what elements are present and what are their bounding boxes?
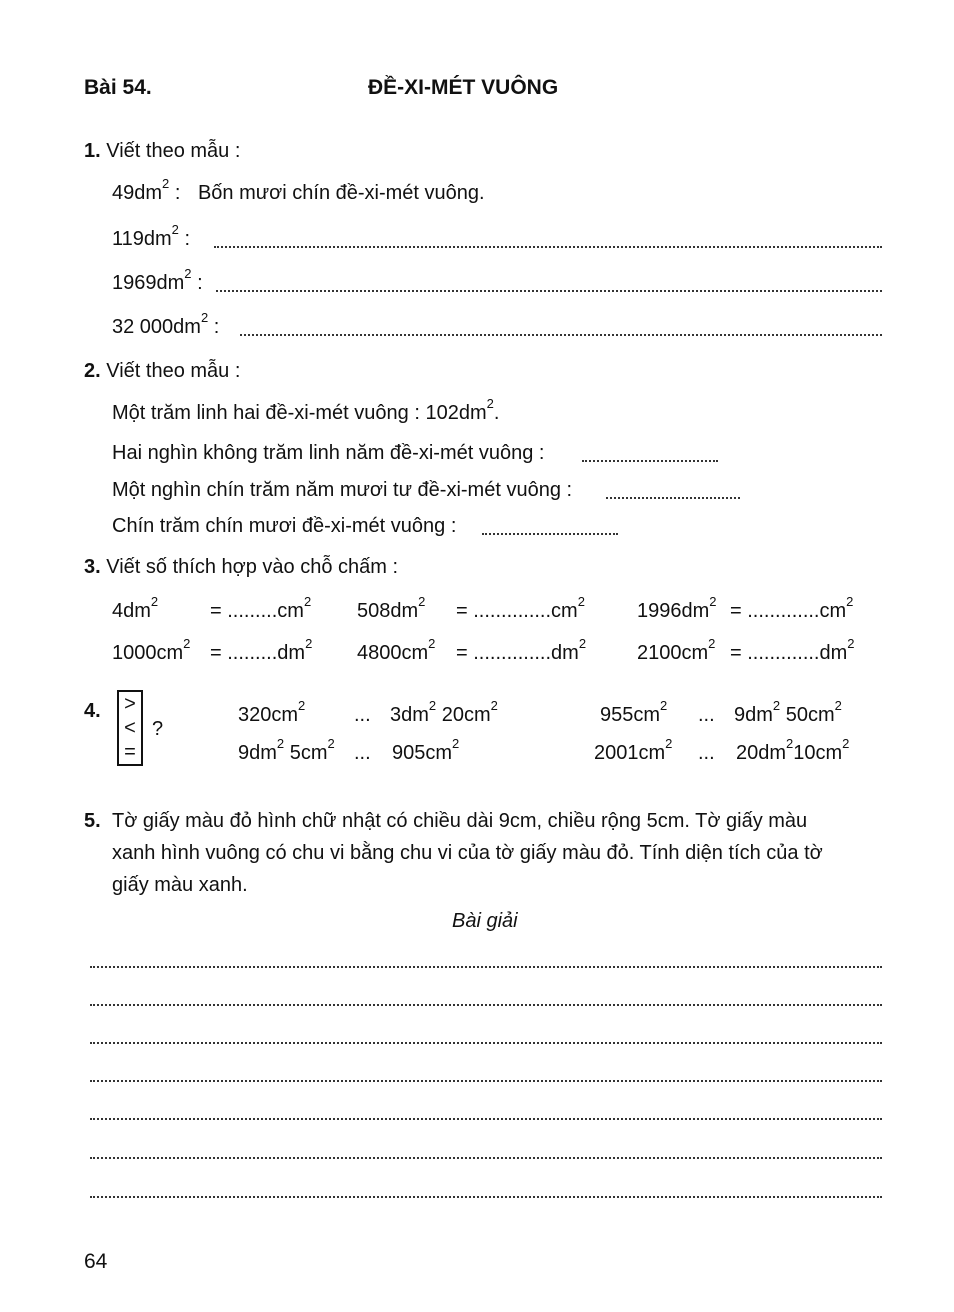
item-separator: : <box>208 316 220 338</box>
solution-line[interactable] <box>90 966 882 968</box>
compare-right: $3dm^2$ $20cm^2$ <box>390 698 498 726</box>
item-separator: : <box>178 228 191 250</box>
exercise-2-item: Một nghìn chín trăm năm mươi tư đề-xi-mét vuông : <box>112 479 573 501</box>
sample-value: 49dm <box>112 182 163 204</box>
conversion-left: $508dm^2$ <box>357 594 426 622</box>
sample-end: . <box>493 402 500 424</box>
conversion-blank[interactable]: = $.........cm^2$ <box>210 594 312 622</box>
exercise-3-heading <box>84 556 398 579</box>
exercise-1-instruction: Viết theo mẫu : <box>106 140 241 162</box>
compare-left: $9dm^2$ $5cm^2$ <box>238 736 335 764</box>
exercise-2-number: 2. <box>84 360 101 382</box>
problem-line: xanh hình vuông có chu vi bằng chu vi của tờ giấy màu đỏ. Tính diện tích của tờ <box>112 842 823 864</box>
answer-line[interactable] <box>482 533 618 535</box>
compare-blank[interactable]: ... <box>354 742 371 764</box>
solution-line[interactable] <box>90 1080 882 1082</box>
item-value: 119dm <box>112 228 172 250</box>
equal-symbol: = <box>124 741 136 763</box>
exercise-2-item: Hai nghìn không trăm linh năm đề-xi-mét vuông : <box>112 442 545 464</box>
exercise-3-instruction: Viết số thích hợp vào chỗ chấm : <box>106 556 399 578</box>
compare-left: $320cm^2$ <box>238 698 306 726</box>
exercise-2-instruction: Viết theo mẫu : <box>106 360 241 382</box>
lesson-title: ĐỀ-XI-MÉT VUÔNG <box>368 76 559 99</box>
compare-right: $9dm^2$ $50cm^2$ <box>734 698 842 726</box>
answer-line[interactable] <box>214 246 882 248</box>
answer-line[interactable] <box>606 497 740 499</box>
exercise-1-item <box>112 266 203 295</box>
conversion-blank[interactable]: = $.........dm^2$ <box>210 636 313 664</box>
item-exponent: 2 <box>184 266 192 281</box>
item-exponent: 2 <box>200 310 209 325</box>
compare-blank[interactable]: ... <box>354 704 371 726</box>
compare-left: $955cm^2$ <box>600 698 668 726</box>
sample-exponent: 2 <box>162 176 170 191</box>
conversion-left: $4dm^2$ <box>112 594 159 622</box>
problem-line: Tờ giấy màu đỏ hình chữ nhật có chiều dài 9cm, chiều rộng 5cm. Tờ giấy màu <box>112 810 808 832</box>
lesson-number: Bài 54. <box>84 76 152 99</box>
compare-blank[interactable]: ... <box>698 704 715 726</box>
item-separator: : <box>191 272 203 294</box>
exercise-1-sample <box>112 176 485 205</box>
item-value: 1969dm <box>112 272 185 294</box>
exercise-1-number: 1. <box>84 140 101 162</box>
solution-label: Bài giải <box>452 910 518 932</box>
answer-line[interactable] <box>582 460 718 462</box>
exercise-5-number: 5. <box>84 810 101 832</box>
conversion-left: $2100cm^2$ <box>637 636 716 664</box>
solution-line[interactable] <box>90 1157 882 1159</box>
sample-separator: : <box>169 182 181 204</box>
conversion-blank[interactable]: = $..............cm^2$ <box>456 594 585 622</box>
item-value: 32 000dm <box>112 316 201 338</box>
conversion-blank[interactable]: = $.............cm^2$ <box>730 594 854 622</box>
page-number: 64 <box>84 1250 108 1273</box>
exercise-1-heading <box>84 140 240 163</box>
sample-text: Một trăm linh hai đề-xi-mét vuông : 102dm <box>112 402 487 424</box>
comparison-symbol-box <box>117 690 143 766</box>
exercise-1-item <box>112 222 191 251</box>
solution-line[interactable] <box>90 1196 882 1198</box>
greater-than-symbol: > <box>124 693 136 715</box>
solution-line[interactable] <box>90 1004 882 1006</box>
conversion-left: $1996dm^2$ <box>637 594 717 622</box>
exercise-3-number: 3. <box>84 556 101 578</box>
exercise-2-heading <box>84 360 240 383</box>
item-exponent: 2 <box>171 222 179 237</box>
compare-right: $905cm^2$ <box>392 736 460 764</box>
conversion-left: $1000cm^2$ <box>112 636 191 664</box>
exercise-2-item: Chín trăm chín mươi đề-xi-mét vuông : <box>112 515 457 537</box>
compare-blank[interactable]: ... <box>698 742 715 764</box>
less-than-symbol: < <box>124 717 136 739</box>
exercise-4-number: 4. <box>84 700 101 722</box>
question-mark: ? <box>152 718 164 740</box>
sample-text: Bốn mươi chín đề-xi-mét vuông. <box>197 182 485 204</box>
compare-right: $20dm^210cm^2$ <box>736 736 850 764</box>
answer-line[interactable] <box>240 334 882 336</box>
problem-line: giấy màu xanh. <box>112 874 248 896</box>
solution-line[interactable] <box>90 1042 882 1044</box>
conversion-blank[interactable]: = $.............dm^2$ <box>730 636 855 664</box>
sample-exponent: 2 <box>486 396 494 411</box>
exercise-2-sample <box>112 396 500 425</box>
conversion-blank[interactable]: = $..............dm^2$ <box>456 636 587 664</box>
compare-left: $2001cm^2$ <box>594 736 673 764</box>
solution-line[interactable] <box>90 1118 882 1120</box>
answer-line[interactable] <box>216 290 882 292</box>
exercise-1-item <box>112 310 220 339</box>
conversion-left: $4800cm^2$ <box>357 636 436 664</box>
